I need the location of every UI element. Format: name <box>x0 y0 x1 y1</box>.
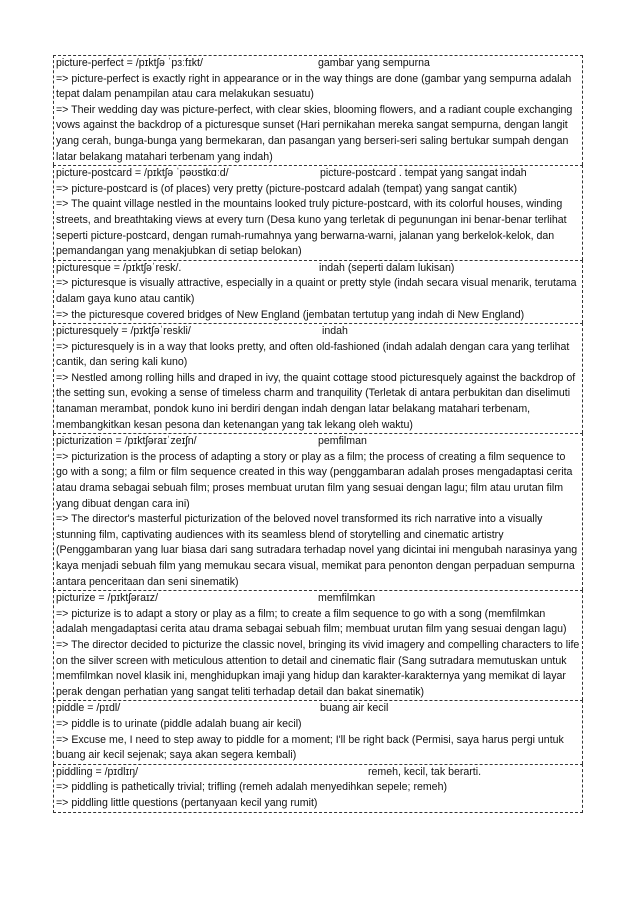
definition-line: => picture-perfect is exactly right in appearance or in the way things are done (gambar yang sempurna adalah tepat dalam penampilan atau cara melakukan sesuatu) <box>56 72 572 101</box>
entry-term: picture-perfect = /pɪktʃə ˈpɜːfɪkt/ <box>56 57 203 69</box>
definition-line: => picturize is to adapt a story or play as a film; to create a film sequence to go with a song (memfilmkan adalah mengadaptasi cerita atau drama sebagai sebuah film; membuat urutan film yang sesuai dengan lagu) <box>56 607 567 636</box>
definition-line: => picturization is the process of adapting a story or play as a film; the process of creating a film sequence to go with a song; a film or film sequence created in this way (penggambaran adalah proses mengadaptasi cerita atau drama sebagai sebuah film; proses membuat urutan film yang sesuai dengan lagu; film atau urutan film yang dibuat dengan cara ini) <box>56 450 573 510</box>
example-line: => The director's masterful picturization of the beloved novel transformed its rich narrative into a visually stunning film, captivating audiences with its seamless blend of storytelling and cinematic artistry (Penggambaran yang luar biasa dari sang sutradara terhadap novel yang dicintai ini mengubah narasinya yang kaya menjadi sebuah film yang memukau secara visual, memikat para penonton dengan perpaduan sempurna antara penceritaan dan seni sinematik) <box>56 513 578 588</box>
entry-headline <box>56 591 580 607</box>
entry-piddle <box>53 700 583 763</box>
entry-gloss: picture-postcard . tempat yang sangat indah <box>320 167 527 180</box>
entry-gloss: buang air kecil <box>320 702 389 715</box>
entry-gloss: indah (seperti dalam lukisan) <box>319 261 455 274</box>
entry-picturesquely <box>53 323 583 433</box>
entry-term: picturesque = /pɪktʃəˈresk/. <box>56 261 182 274</box>
entry-gloss: gambar yang sempurna <box>318 57 430 69</box>
definition-line: => picturesque is visually attractive, especially in a quaint or pretty style (indah secara visual menarik, terutama dalam gaya kuno atau cantik) <box>56 277 577 305</box>
vocabulary-sheet <box>53 55 583 813</box>
definition-line: => picture-postcard is (of places) very pretty (picture-postcard adalah (tempat) yang sangat cantik) <box>56 182 518 195</box>
entry-headline <box>56 434 580 450</box>
entry-term: picture-postcard = /pɪktʃə ˈpəʊstkɑːd/ <box>56 167 229 180</box>
entry-gloss: remeh, kecil, tak berarti. <box>368 765 482 778</box>
entry-gloss: pemfilman <box>318 435 367 448</box>
entry-headline <box>56 166 580 182</box>
example-line: => the picturesque covered bridges of New England (jembatan tertutup yang indah di New England) <box>56 308 525 321</box>
entry-picturization <box>53 433 583 590</box>
example-line: => The director decided to picturize the classic novel, bringing its vivid imagery and compelling characters to life on the silver screen with meticulous attention to detail and cinematic flair (Sang sutradara memutuskan untuk memfilmkan novel klasik ini, menghidupkan imaji yang hidup dan karakter-karakternya yang memikat di layar perak dengan perhatian yang sangat teliti terhadap detail dan bakat sinematik) <box>56 638 580 698</box>
entry-term: picturesquely = /pɪktʃəˈreskli/ <box>56 325 191 338</box>
definition-line: => piddling is pathetically trivial; trifling (remeh adalah menyedihkan sepele; remeh) <box>56 781 447 794</box>
entry-headline <box>56 324 580 340</box>
entry-gloss: indah <box>322 325 348 338</box>
entry-headline <box>56 701 580 717</box>
entry-picturize <box>53 590 583 700</box>
entry-headline <box>56 261 580 277</box>
entry-term: picturization = /pɪktʃəraɪˈzeɪʃn/ <box>56 435 197 448</box>
entry-picture-postcard <box>53 165 583 260</box>
definition-line: => picturesquely is in a way that looks pretty, and often old-fashioned (indah adalah dengan cara yang terlihat cantik, dan sering kali kuno) <box>56 340 570 369</box>
entry-gloss: memfilmkan <box>318 592 376 605</box>
example-line: => Nestled among rolling hills and draped in ivy, the quaint cottage stood picturesquely against the backdrop of the setting sun, evoking a sense of timeless charm and tranquility (Terletak di antara perbukitan dan diselimuti tanaman merambat, pondok kuno ini berdiri dengan indah dengan latar belakang matahari terbenam, membangkitkan kesan pesona dan ketenangan yang tak lekang oleh waktu) <box>56 371 576 431</box>
entry-term: piddling = /pɪdlɪŋ/ <box>56 765 139 778</box>
example-line: => The quaint village nestled in the mountains looked truly picture-postcard, with its colorful houses, winding streets, and breathtaking views at every turn (Desa kuno yang terletak di pegunungan ini benar-benar terlihat seperti picture-postcard, dengan rumah-rumahnya yang berwarna-warni, jalanan yang berkelok-kelok, dan pemandangan yang menakjubkan di setiap belokan) <box>56 198 567 258</box>
entry-term: piddle = /pɪdl/ <box>56 702 121 715</box>
definition-line: => piddle is to urinate (piddle adalah buang air kecil) <box>56 717 302 730</box>
entry-headline <box>56 56 580 72</box>
example-line: => Excuse me, I need to step away to piddle for a moment; I'll be right back (Permisi, saya harus pergi untuk buang air kecil sejenak; saya akan segera kembali) <box>56 733 564 762</box>
entry-term: picturize = /pɪktʃəraɪz/ <box>56 592 159 605</box>
entry-piddling <box>53 764 583 813</box>
example-line: => Their wedding day was picture-perfect, with clear skies, blooming flowers, and a radiant couple exchanging vows against the backdrop of a picturesque sunset (Hari pernikahan mereka sangat sempurna, dengan langit yang cerah, bunga-bunga yang bermekaran, dan pasangan yang berseri-seri saling bertukar sumpah dengan latar belakang matahari terbenam yang indah) <box>56 103 573 163</box>
entry-picture-perfect <box>53 55 583 165</box>
entry-headline <box>56 765 580 781</box>
entry-picturesque <box>53 260 583 323</box>
example-line: => piddling little questions (pertanyaan kecil yang rumit) <box>56 796 318 809</box>
